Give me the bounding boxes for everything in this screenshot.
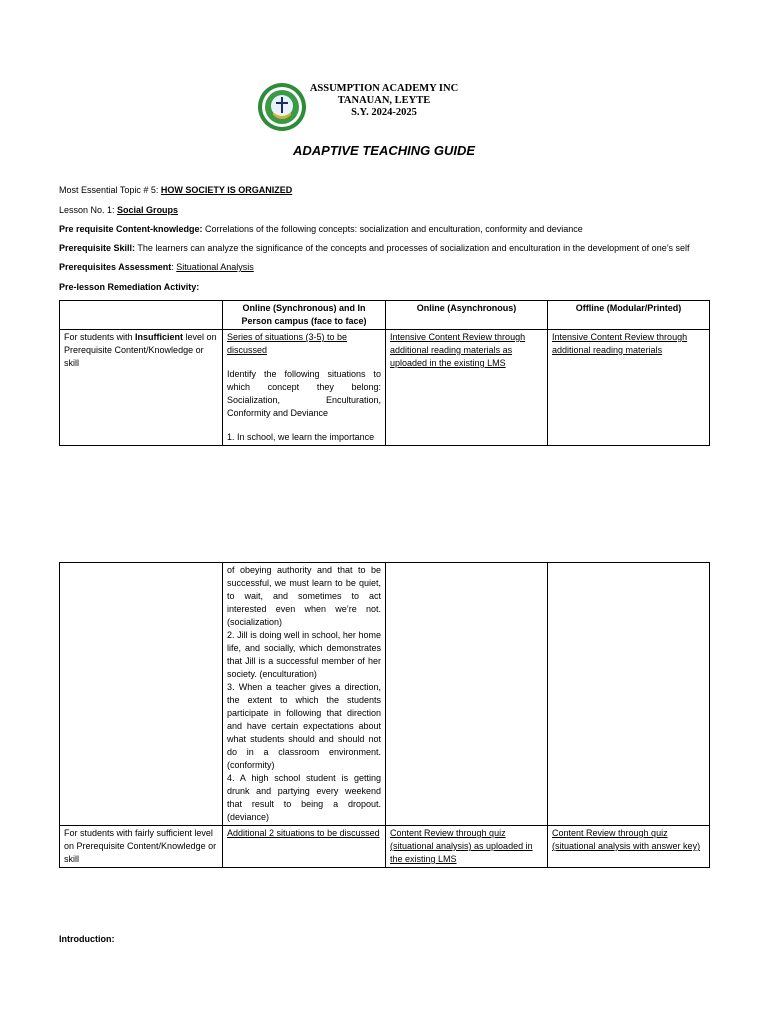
- school-address: TANAUAN, LEYTE: [337, 95, 431, 106]
- row-label-text: For students with: [64, 332, 136, 342]
- remediation-label: Pre-lesson Remediation Activity:: [59, 282, 200, 292]
- row-label-text: level on Prerequisite Content/Knowledge or skill: [64, 332, 217, 368]
- remediation-table-continued: [59, 562, 710, 868]
- offline-cell: Content Review through quiz (situational analysis with answer key): [548, 826, 710, 868]
- prereq-content-value: Correlations of the following concepts: socialization and enculturation, conformity and deviance: [202, 224, 583, 234]
- situation-item: of obeying authority and that to be successful, we must learn to be quiet, to wait, and sometimes to act interested even when we’re not. (socialization): [227, 565, 381, 627]
- lesson-line: [59, 204, 178, 216]
- prereq-assessment-label: Prerequisites Assessment: [59, 262, 172, 272]
- situation-item: 4. A high school student is getting drunk and partying every weekend that result to being a dropout. (deviance): [227, 773, 381, 822]
- introduction-label: Introduction:: [59, 934, 115, 944]
- sync-activity: Series of situations (3-5) to be discussed: [227, 332, 348, 355]
- prereq-assessment-value: Situational Analysis: [176, 262, 254, 272]
- sync-cell: Additional 2 situations to be discussed: [223, 826, 386, 868]
- header-cell: Online (Asynchronous): [386, 301, 548, 330]
- prereq-skill-label: Prerequisite Skill:: [59, 243, 136, 253]
- lesson-value: Social Groups: [117, 205, 179, 215]
- async-cell: Intensive Content Review through additional reading materials as uploaded in the existing LMS: [386, 330, 548, 446]
- school-year: S.Y. 2024-2025: [351, 107, 417, 118]
- situation-item: 1. In school, we learn the importance: [227, 432, 375, 442]
- header-cell: Offline (Modular/Printed): [548, 301, 710, 330]
- topic-label: Most Essential Topic # 5:: [59, 185, 161, 195]
- situation-item: 3. When a teacher gives a direction, the extent to which the students participate in following that direction and have certain expectations about what students should and should not do in a classroom environment. (conformity): [227, 682, 381, 770]
- table-row: [60, 826, 710, 868]
- school-header: [300, 83, 468, 119]
- remediation-table: [59, 300, 710, 446]
- async-cell: Content Review through quiz (situational analysis) as uploaded in the existing LMS: [386, 826, 548, 868]
- row-label-cell: [60, 330, 223, 446]
- school-name: ASSUMPTION ACADEMY INC: [309, 83, 459, 94]
- prereq-content-line: [59, 223, 583, 235]
- topic-value: HOW SOCIETY IS ORGANIZED: [160, 185, 293, 195]
- table-row: [60, 563, 710, 826]
- prereq-content-label: Pre requisite Content-knowledge:: [59, 224, 203, 234]
- topic-line: [59, 184, 292, 196]
- prereq-skill-line: [59, 242, 690, 254]
- row-label-cell: [60, 563, 223, 826]
- prereq-skill-value: The learners can analyze the significance of the concepts and processes of socialization and enculturation in the development of one’s self: [135, 243, 690, 253]
- lesson-label: Lesson No. 1:: [59, 205, 118, 215]
- table-row: [60, 330, 710, 446]
- async-cell: [386, 563, 548, 826]
- row-label-bold: Insufficient: [135, 332, 184, 342]
- header-cell: Online (Synchronous) and In Person campus (face to face): [223, 301, 386, 330]
- page-title: ADAPTIVE TEACHING GUIDE: [292, 143, 475, 158]
- sync-cell: [223, 563, 386, 826]
- header-cell: [60, 301, 223, 330]
- prereq-assessment-line: [59, 261, 254, 273]
- row-label-cell: For students with fairly sufficient level on Prerequisite Content/Knowledge or skill: [60, 826, 223, 868]
- sync-instruction: Identify the following situations to which concept they belong: Socialization, Enculturation, Conformity and Deviance: [227, 369, 381, 418]
- prereq-assessment-sep: :: [171, 262, 177, 272]
- offline-cell: [548, 563, 710, 826]
- sync-cell: [223, 330, 386, 446]
- table-header-row: [60, 301, 710, 330]
- offline-cell: Intensive Content Review through additional reading materials: [548, 330, 710, 446]
- situation-item: 2. Jill is doing well in school, her home life, and socially, which demonstrates that Jill is a successful member of her society. (enculturation): [227, 630, 381, 679]
